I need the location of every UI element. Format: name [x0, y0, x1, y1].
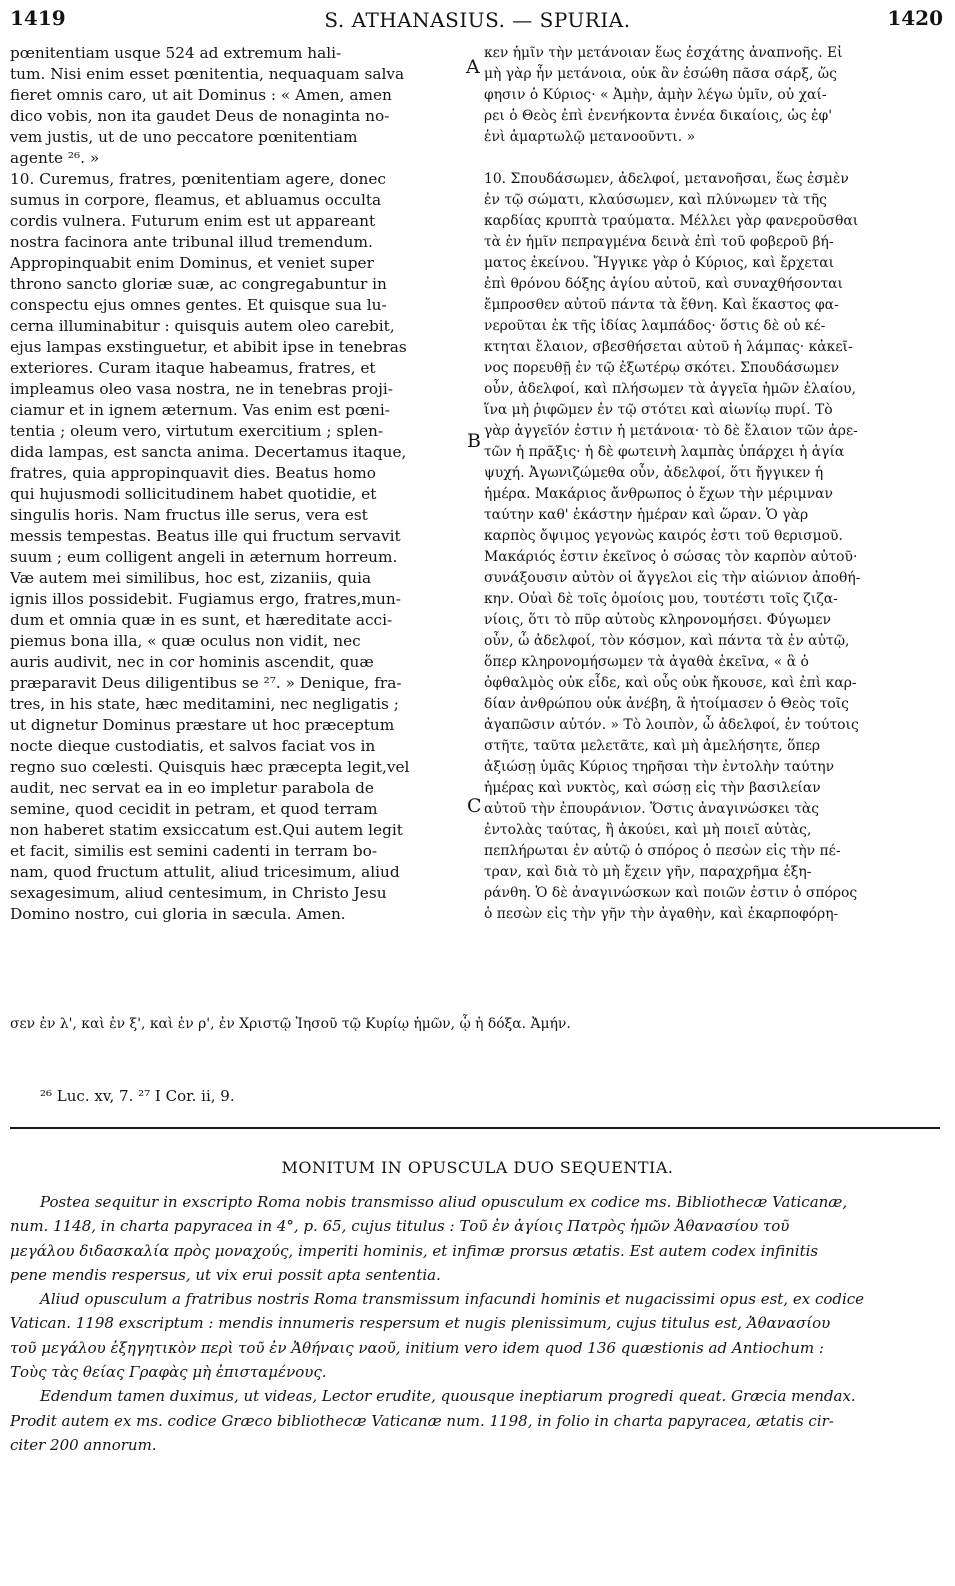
footnotes: ²⁶ Luc. xv, 7. ²⁷ I Cor. ii, 9.: [40, 1087, 235, 1105]
latin-text-line: impleamus oleo vasa nostra, ne in tenebras proji-: [10, 380, 393, 398]
latin-text-line: et facit, similis est semini cadenti in terram bo-: [10, 842, 378, 860]
monitum-line: μεγάλου διδασκαλία πρὸς μοναχούς, imperiti hominis, et infimæ prorsus ætatis. Est autem codex infinitis: [10, 1241, 819, 1260]
greek-text-line: νος πορευθῇ ἐν τῷ ἐξωτέρῳ σκότει. Σπουδάσωμεν: [484, 360, 840, 376]
latin-text-line: ut dignetur Dominus præstare ut hoc præceptum: [10, 716, 395, 734]
latin-text-line: cerna illuminabitur : quisquis autem oleo carebit,: [10, 317, 395, 335]
greek-text-line: τραν, καὶ διὰ τὸ μὴ ἔχειν γῆν, παραχρῆμα ἐξη-: [484, 864, 812, 880]
latin-text-line: nocte dieque custodiatis, et salvos faciat vos in: [10, 737, 376, 755]
latin-text-line: ciamur et in ignem æternum. Vas enim est pœni-: [10, 401, 390, 419]
greek-text-line: ἔμπροσθεν αὐτοῦ πάντα τὰ ἔθνη. Καὶ ἕκαστος φα-: [484, 297, 839, 313]
margin-letter-b: B: [467, 430, 481, 452]
monitum-title: MONITUM IN OPUSCULA DUO SEQUENTIA.: [281, 1158, 674, 1177]
section-divider: [10, 1127, 940, 1129]
latin-text-line: nostra facinora ante tribunal illud tremendum.: [10, 233, 373, 251]
greek-text-line: τῶν ἡ πρᾶξις· ἡ δὲ φωτεινὴ λαμπὰς ὑπάρχει ἡ ἁγία: [484, 444, 845, 460]
greek-text-line: αὐτοῦ τὴν ἐπουράνιον. Ὅστις ἀναγινώσκει τὰς: [484, 801, 820, 817]
latin-text-line: Væ autem mei similibus, hoc est, zizaniis, quia: [10, 569, 372, 587]
greek-text-line: ψυχή. Ἀγωνιζώμεθα οὖν, ἀδελφοί, ὅτι ἤγγικεν ἡ: [484, 465, 824, 481]
margin-letter-a: A: [466, 56, 480, 78]
monitum-line: num. 1148, in charta papyracea in 4°, p. 65, cujus titulus : Τοῦ ἐν ἁγίοις Πατρὸς ἡμῶν Ἀθανασίου τοῦ: [10, 1217, 790, 1236]
greek-column: [484, 43, 936, 925]
greek-text-line: ταύτην καθ' ἑκάστην ἡμέραν καὶ ὥραν. Ὁ γὰρ: [484, 507, 809, 523]
monitum-line: Vatican. 1198 exscriptum : mendis innumeris respersum et nugis plenissimum, cujus titulus est, Ἀθανασίου: [10, 1314, 831, 1333]
latin-text-line: ignis illos possidebit. Fugiamus ergo, fratres,mun-: [10, 590, 401, 608]
latin-text-line: cordis vulnera. Futurum enim est ut appareant: [10, 212, 376, 230]
right-column-number: 1420: [887, 6, 943, 30]
greek-text-line: ἀξιώσῃ ὑμᾶς Κύριος τηρῆσαι τὴν ἐντολὴν ταύτην: [484, 759, 835, 775]
latin-text-line: sexagesimum, aliud centesimum, in Christo Jesu: [10, 884, 387, 902]
greek-text-line: οὖν, ὦ ἀδελφοί, τὸν κόσμον, καὶ πάντα τὰ ἐν αὐτῷ,: [484, 633, 850, 649]
greek-text-line: ἐν τῷ σώματι, κλαύσωμεν, καὶ πλύνωμεν τὰ τῆς: [484, 192, 827, 208]
latin-text-line: præparavit Deus diligentibus se ²⁷. » Denique, fra-: [10, 674, 402, 692]
latin-text-line: non haberet statim exsiccatum est.Qui autem legit: [10, 821, 403, 839]
greek-text-line: κτηται ἔλαιον, σβεσθήσεται αὐτοῦ ἡ λάμπας· κἀκεῖ-: [484, 339, 853, 355]
greek-text-line: κην. Οὐαὶ δὲ τοῖς ὁμοίοις μου, τουτέστι τοῖς ζιζα-: [484, 591, 838, 607]
greek-text-line: ἡμέρα. Μακάριος ἄνθρωπος ὁ ἔχων τὴν μέριμναν: [484, 486, 833, 502]
latin-text-line: agente ²⁶. »: [10, 149, 100, 167]
latin-text-line: dico vobis, non ita gaudet Deus de nonaginta no-: [10, 107, 390, 125]
latin-text-line: auris audivit, nec in cor hominis ascendit, quæ: [10, 653, 374, 671]
running-title: S. ATHANASIUS. — SPURIA.: [324, 8, 631, 32]
greek-text-line: στῆτε, ταῦτα μελετᾶτε, καὶ μὴ ἀμελήσητε, ὅπερ: [484, 738, 820, 754]
monitum-line: Aliud opusculum a fratribus nostris Roma transmissum infacundi hominis et nugacissimi opus est, ex codice: [40, 1290, 865, 1309]
latin-text-line: audit, nec servat ea in eo impletur parabola de: [10, 779, 374, 797]
greek-text-line: καρπὸς ὄψιμος γεγονὼς καιρός ἐστι τοῦ θερισμοῦ.: [484, 528, 843, 544]
latin-text-line: Appropinquabit enim Dominus, et veniet super: [10, 254, 374, 272]
latin-text-line: regno suo cœlesti. Quisquis hæc præcepta legit,vel: [10, 758, 410, 776]
monitum-line: Τοὺς τὰς θείας Γραφὰς μὴ ἐπισταμένους.: [10, 1363, 327, 1382]
greek-text-line: ὅπερ κληρονομήσωμεν τὰ ἀγαθὰ ἐκεῖνα, « ἃ ὁ: [484, 654, 809, 670]
greek-text-line: μὴ γὰρ ἦν μετάνοια, οὐκ ἂν ἐσώθη πᾶσα σάρξ, ὥς: [484, 66, 837, 82]
latin-text-line: sumus in corpore, fleamus, et abluamus occulta: [10, 191, 382, 209]
greek-text-line: ματος ἐκείνου. Ἤγγικε γὰρ ὁ Κύριος, καὶ ἔρχεται: [484, 255, 835, 271]
latin-text-line: nam, quod fructum attulit, aliud tricesimum, aliud: [10, 863, 400, 881]
latin-text-line: Domino nostro, cui gloria in sæcula. Amen.: [10, 905, 346, 923]
greek-text-line: οὖν, ἀδελφοί, καὶ πλήσωμεν τὰ ἀγγεῖα ἡμῶν ἐλαίου,: [484, 381, 857, 397]
greek-text-line: ράνθη. Ὁ δὲ ἀναγινώσκων καὶ ποιῶν ἐστιν ὁ σπόρος: [484, 885, 858, 901]
monitum-line: pene mendis respersus, ut vix erui possit apta sententia.: [10, 1265, 441, 1284]
monitum-line: τοῦ μεγάλου ἐξηγητικὸν περὶ τοῦ ἐν Ἀθήναις ναοῦ, initium vero idem quod 136 quæstionis ad Antiochum :: [10, 1338, 824, 1357]
greek-text-line: ἵνα μὴ ῥιφῶμεν ἐν τῷ στότει καὶ αἰωνίῳ πυρί. Τὸ: [484, 402, 833, 418]
latin-text-line: suum ; eum colligent angeli in æternum horreum.: [10, 548, 398, 566]
greek-text-line: ἐντολὰς ταύτας, ἢ ἀκούει, καὶ μὴ ποιεῖ αὐτὰς,: [484, 822, 812, 838]
latin-text-line: singulis horis. Nam fructus ille serus, vera est: [10, 506, 368, 524]
greek-text-line: κεν ἡμῖν τὴν μετάνοιαν ἕως ἐσχάτης ἀναπνοῆς. Εἰ: [484, 45, 843, 61]
latin-text-line: semine, quod cecidit in petram, et quod terram: [10, 800, 378, 818]
latin-text-line: tum. Nisi enim esset pœnitentia, nequaquam salva: [10, 65, 405, 83]
greek-text-line: δίαν ἀνθρώπου οὐκ ἀνέβη, ἃ ἡτοίμασεν ὁ Θεὸς τοῖς: [484, 696, 849, 712]
greek-text-line: ἐπὶ θρόνου δόξης ἁγίου αὐτοῦ, καὶ συναχθήσονται: [484, 276, 843, 292]
greek-text-line: Μακάριός ἐστιν ἐκεῖνος ὁ σώσας τὸν καρπὸν αὐτοῦ·: [484, 549, 858, 565]
greek-text-line: συνάξουσιν αὐτὸν οἱ ἄγγελοι εἰς τὴν αἰώνιον ἀποθή-: [484, 570, 861, 586]
latin-text-line: vem justis, ut de uno peccatore pœnitentiam: [10, 128, 358, 146]
monitum-line: citer 200 annorum.: [10, 1435, 157, 1454]
latin-text-line: fieret omnis caro, ut ait Dominus : « Amen, amen: [10, 86, 392, 104]
latin-text-line: 10. Curemus, fratres, pœnitentiam agere, donec: [10, 170, 386, 188]
latin-text-line: throno sancto gloriæ suæ, ac congregabuntur in: [10, 275, 387, 293]
latin-text-line: fratres, quia appropinquavit dies. Beatus homo: [10, 464, 376, 482]
monitum-line: Postea sequitur in exscripto Roma nobis transmisso aliud opusculum ex codice ms. Bibliothecæ Vaticanæ,: [40, 1193, 848, 1211]
greek-text-line: φησιν ὁ Κύριος· « Ἀμὴν, ἀμὴν λέγω ὑμῖν, οὐ χαί-: [484, 87, 827, 103]
latin-text-line: tres, in his state, hæc meditamini, nec negligatis ;: [10, 695, 399, 713]
greek-text-line: 10. Σπουδάσωμεν, ἀδελφοί, μετανοῆσαι, ἕως ἐσμὲν: [484, 171, 849, 187]
greek-text-line: νεροῦται ἐκ τῆς ἰδίας λαμπάδος· ὅστις δὲ οὐ κέ-: [484, 318, 826, 334]
greek-text-line: [484, 148, 936, 169]
greek-text-line: γὰρ ἀγγεῖόν ἐστιν ἡ μετάνοια· τὸ δὲ ἔλαιον τῶν ἀρε-: [484, 423, 858, 439]
greek-text-line: ἡμέρας καὶ νυκτὸς, καὶ σώσῃ εἰς τὴν βασιλείαν: [484, 780, 821, 796]
latin-text-line: exteriores. Curam itaque habeamus, fratres, et: [10, 359, 376, 377]
monitum-line: Prodit autem ex ms. codice Græco bibliothecæ Vaticanæ num. 1198, in folio in charta papyracea, ætatis cir-: [10, 1411, 834, 1430]
page-header: [0, 0, 955, 36]
latin-text-line: ejus lampas exstinguetur, et abibit ipse in tenebras: [10, 338, 407, 356]
greek-text-line: ἑνὶ ἁμαρτωλῷ μετανοοῦντι. »: [484, 129, 696, 145]
left-column-number: 1419: [10, 6, 66, 30]
greek-text-line: πεπλήρωται ἐν αὐτῷ ὁ σπόρος ὁ πεσὼν εἰς τὴν πέ-: [484, 843, 841, 859]
greek-text-line: ὀφθαλμὸς οὐκ εἶδε, καὶ οὖς οὐκ ἤκουσε, καὶ ἐπὶ καρ-: [484, 675, 857, 691]
latin-text-line: messis tempestas. Beatus ille qui fructum servavit: [10, 527, 401, 545]
greek-text-line: ὁ πεσὼν εἰς τὴν γῆν τὴν ἀγαθὴν, καὶ ἐκαρποφόρη-: [484, 906, 839, 922]
latin-text-line: dida lampas, est sancta anima. Decertamus itaque,: [10, 443, 407, 461]
latin-text-line: dum et omnia quæ in es sunt, et hæreditate acci-: [10, 611, 393, 629]
greek-text-line: τὰ ἐν ἡμῖν πεπραγμένα δεινὰ ἐπὶ τοῦ φοβεροῦ βή-: [484, 234, 834, 250]
latin-text-line: qui hujusmodi sollicitudinem habet quotidie, et: [10, 485, 377, 503]
latin-text-line: tentia ; oleum vero, virtutum exercitium ; splen-: [10, 422, 384, 440]
latin-column: [10, 43, 465, 925]
greek-text-line: καρδίας κρυπτὰ τραύματα. Μέλλει γὰρ φανεροῦσθαι: [484, 213, 859, 229]
latin-text-line: conspectu ejus omnes gentes. Et quisque sua lu-: [10, 296, 387, 314]
monitum-notes: [10, 1190, 940, 1457]
latin-text-line: pœnitentiam usque 524 ad extremum hali-: [10, 44, 342, 62]
greek-text-line: νίοις, ὅτι τὸ πῦρ αὐτοὺς κληρονομήσει. Φύγωμεν: [484, 612, 831, 628]
margin-letter-c: C: [467, 795, 482, 817]
latin-text-line: piemus bona illa, « quæ oculus non vidit, nec: [10, 632, 361, 650]
greek-closing-line: σεν ἐν λ', καὶ ἐν ξ', καὶ ἐν ρ', ἐν Χριστῷ Ἰησοῦ τῷ Κυρίῳ ἡμῶν, ᾧ ἡ δόξα. Ἀμήν.: [10, 1016, 571, 1032]
greek-text-line: ρει ὁ Θεὸς ἐπὶ ἐνενήκοντα ἐννέα δικαίοις, ὡς ἐφ': [484, 108, 833, 124]
greek-text-line: ἀγαπῶσιν αὐτόν. » Τὸ λοιπὸν, ὦ ἀδελφοί, ἐν τούτοις: [484, 717, 859, 733]
monitum-line: Edendum tamen duximus, ut videas, Lector erudite, quousque ineptiarum progredi queat. Græcia mendax.: [40, 1387, 856, 1406]
